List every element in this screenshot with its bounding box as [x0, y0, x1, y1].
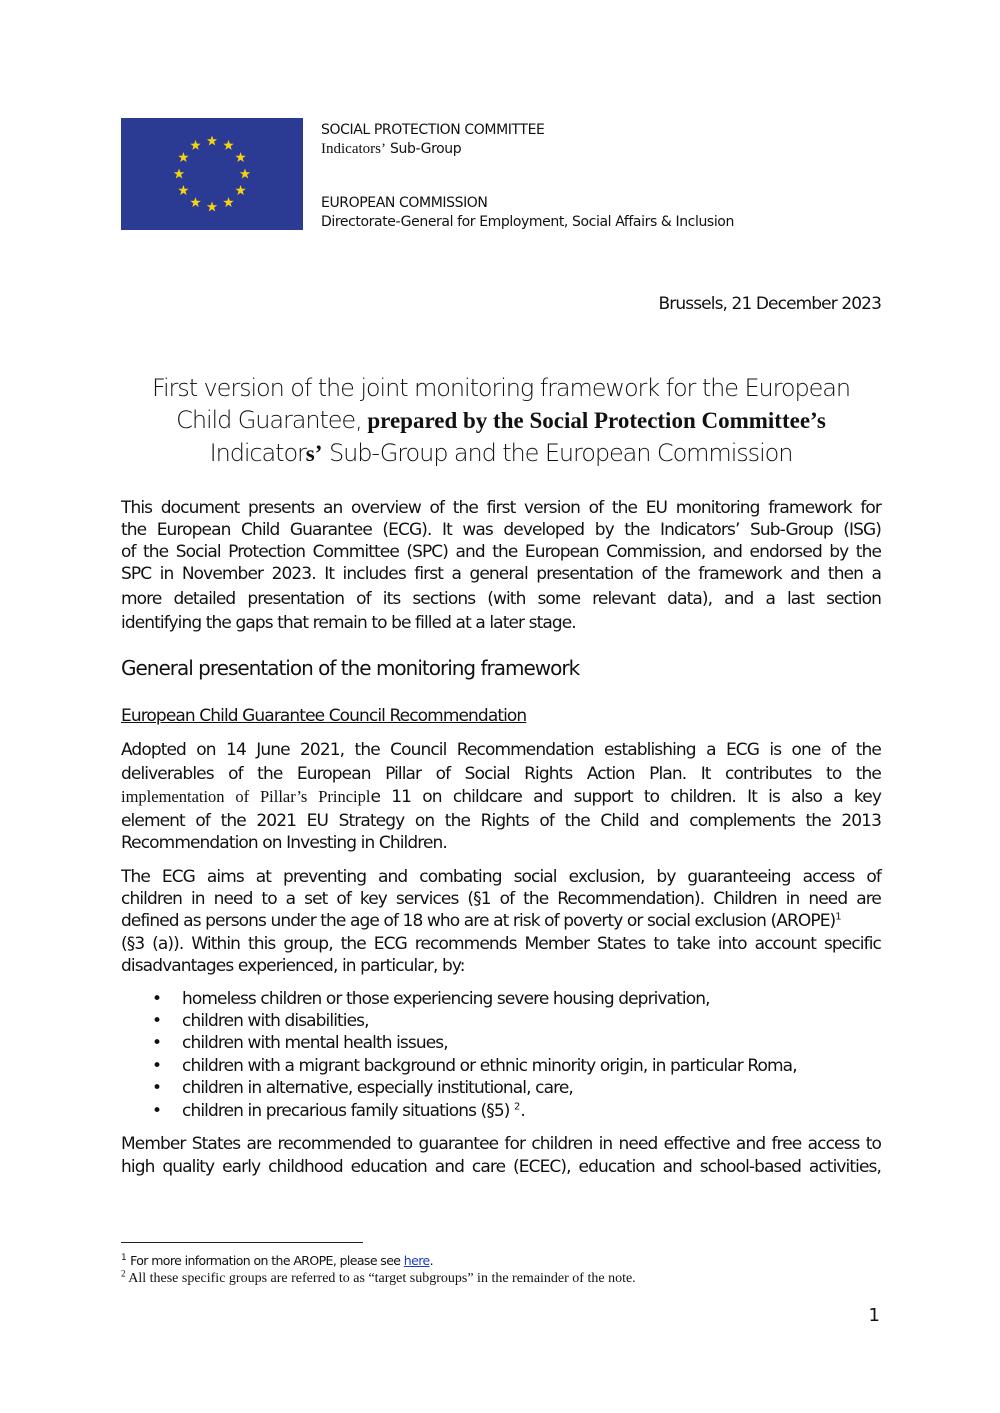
intro-line: This document presents an overview of the first version of the EU monitoring framework for	[121, 498, 881, 518]
bullet-item: children with mental health issues,	[182, 1033, 448, 1053]
bullet-item: children with disabilities,	[182, 1011, 369, 1031]
paragraph-line: Adopted on 14 June 2021, the Council Recommendation establishing a ECG is one of the	[121, 740, 881, 760]
bullet-icon: •	[152, 1011, 163, 1031]
text-run: defined as persons under the age of 18 who are at risk of poverty or social exclusion (AROPE)	[121, 911, 836, 931]
footnote-text: .	[429, 1253, 433, 1268]
footnote-ref[interactable]: 1	[835, 911, 842, 923]
commission-name: EUROPEAN COMMISSION	[321, 195, 488, 211]
title-line-3a: Indicator	[209, 439, 306, 467]
document-date: Brussels, 21 December 2023	[658, 294, 881, 314]
footnote-number: 1	[121, 1252, 127, 1263]
document-title	[121, 372, 881, 470]
text-run: .	[520, 1101, 525, 1121]
paragraph-line: children in need to a set of key services (§1 of the Recommendation). Children in need are	[121, 889, 881, 909]
intro-line: the European Child Guarantee (ECG). It was developed by the Indicators’ Sub-Group (ISG)	[121, 520, 881, 540]
paragraph-line: (§3 (a)). Within this group, the ECG recommends Member States to take into account specific	[121, 934, 881, 954]
intro-line: of the Social Protection Committee (SPC) and the European Commission, and endorsed by the	[121, 542, 881, 562]
title-line-1: First version of the joint monitoring framework for the European	[152, 374, 850, 402]
footnote-text: For more information on the AROPE, please see	[126, 1253, 404, 1268]
bullet-icon: •	[152, 1078, 163, 1098]
sub-group-name-part2: Sub-Group	[385, 141, 462, 157]
title-line-2a: Child Guarantee,	[176, 406, 362, 434]
bullet-icon: •	[152, 1101, 163, 1121]
intro-line: SPC in November 2023. It includes first a general presentation of the framework and then a	[121, 564, 881, 584]
paragraph-line: Recommendation on Investing in Children.	[121, 833, 447, 853]
paragraph-line: deliverables of the European Pillar of Social Rights Action Plan. It contributes to the	[121, 764, 881, 784]
footnote-2	[121, 1268, 636, 1287]
arope-link[interactable]: here	[403, 1253, 430, 1268]
paragraph-line	[121, 786, 881, 808]
paragraph-line	[121, 910, 881, 932]
serif-run: implementation of Pillar’s Principl	[121, 787, 371, 806]
subsection-heading: European Child Guarantee Council Recommendation	[121, 706, 527, 726]
title-line-3b: s’	[305, 441, 323, 466]
directorate-name: Directorate-General for Employment, Social Affairs & Inclusion	[321, 214, 734, 230]
footnote-ref[interactable]: 2	[514, 1101, 521, 1113]
sub-group-name	[321, 140, 461, 158]
title-line-2b: prepared by the Social Protection Committee’s	[361, 408, 826, 433]
eu-flag-icon	[121, 118, 303, 230]
title-line-2	[121, 404, 881, 437]
paragraph-line: Member States are recommended to guarantee for children in need effective and free access to	[121, 1134, 881, 1154]
paragraph-line: disadvantages experienced, in particular, by:	[121, 956, 465, 976]
bullet-item: children with a migrant background or ethnic minority origin, in particular Roma,	[182, 1056, 797, 1076]
bullet-icon: •	[152, 989, 163, 1009]
sub-group-name-part1: Indicators’	[321, 141, 386, 157]
intro-line: identifying the gaps that remain to be filled at a later stage.	[121, 613, 576, 633]
bullet-item: children in alternative, especially institutional, care,	[182, 1078, 573, 1098]
footnote-text: All these specific groups are referred to as “target subgroups” in the remainder of the note.	[125, 1271, 636, 1286]
page-number: 1	[868, 1305, 880, 1326]
footnote-number: 2	[121, 1268, 126, 1279]
bullet-icon: •	[152, 1056, 163, 1076]
paragraph-line: element of the 2021 EU Strategy on the Rights of the Child and complements the 2013	[121, 811, 881, 831]
paragraph-line: high quality early childhood education and care (ECEC), education and school-based activities,	[121, 1157, 881, 1177]
text-run: e 11 on childcare and support to children. It is also a key	[370, 787, 881, 807]
committee-name: SOCIAL PROTECTION COMMITTEE	[321, 122, 545, 138]
title-line-3	[121, 437, 881, 470]
text-run: children in precarious family situations (§5)	[182, 1101, 515, 1121]
bullet-item	[182, 1100, 525, 1122]
bullet-icon: •	[152, 1033, 163, 1053]
paragraph-line: The ECG aims at preventing and combating social exclusion, by guaranteeing access of	[121, 867, 881, 887]
footnote-separator	[121, 1242, 363, 1243]
section-heading: General presentation of the monitoring framework	[121, 656, 580, 680]
title-line-3c: Sub-Group and the European Commission	[322, 439, 793, 467]
bullet-item: homeless children or those experiencing severe housing deprivation,	[182, 989, 710, 1009]
footnote-1	[121, 1253, 433, 1269]
intro-line: more detailed presentation of its sections (with some relevant data), and a last section	[121, 589, 881, 609]
